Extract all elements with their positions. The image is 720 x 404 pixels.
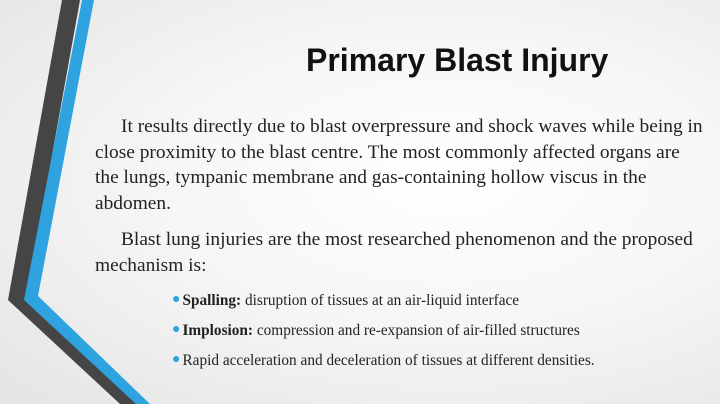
bullet-dot-icon: ● <box>172 322 181 337</box>
list-item <box>172 316 712 346</box>
mechanism-paragraph <box>95 227 707 278</box>
bullet-term: Implosion: <box>182 322 254 339</box>
bullet-text: Rapid acceleration and deceleration of tissues at different densities. <box>182 352 595 369</box>
list-item <box>172 346 712 376</box>
bullet-text: disruption of tissues at an air-liquid interface <box>241 292 520 309</box>
mechanism-paragraph-text: Blast lung injuries are the most researched phenomenon and the proposed mechanism is: <box>95 229 693 276</box>
intro-paragraph <box>95 114 707 216</box>
bullet-term: Spalling: <box>182 292 242 309</box>
slide-title: Primary Blast Injury <box>306 42 609 78</box>
bullet-dot-icon: ● <box>172 292 181 307</box>
mechanism-list <box>172 286 712 376</box>
list-item <box>172 286 712 316</box>
intro-paragraph-text: It results directly due to blast overpressure and shock waves while being in close proximity to the blast centre. The most commonly affected organs are the lungs, tympanic membrane and gas-containing hollow viscus in the abdomen. <box>95 116 703 214</box>
bullet-dot-icon: ● <box>172 352 181 367</box>
bullet-text: compression and re-expansion of air-filled structures <box>253 322 580 339</box>
